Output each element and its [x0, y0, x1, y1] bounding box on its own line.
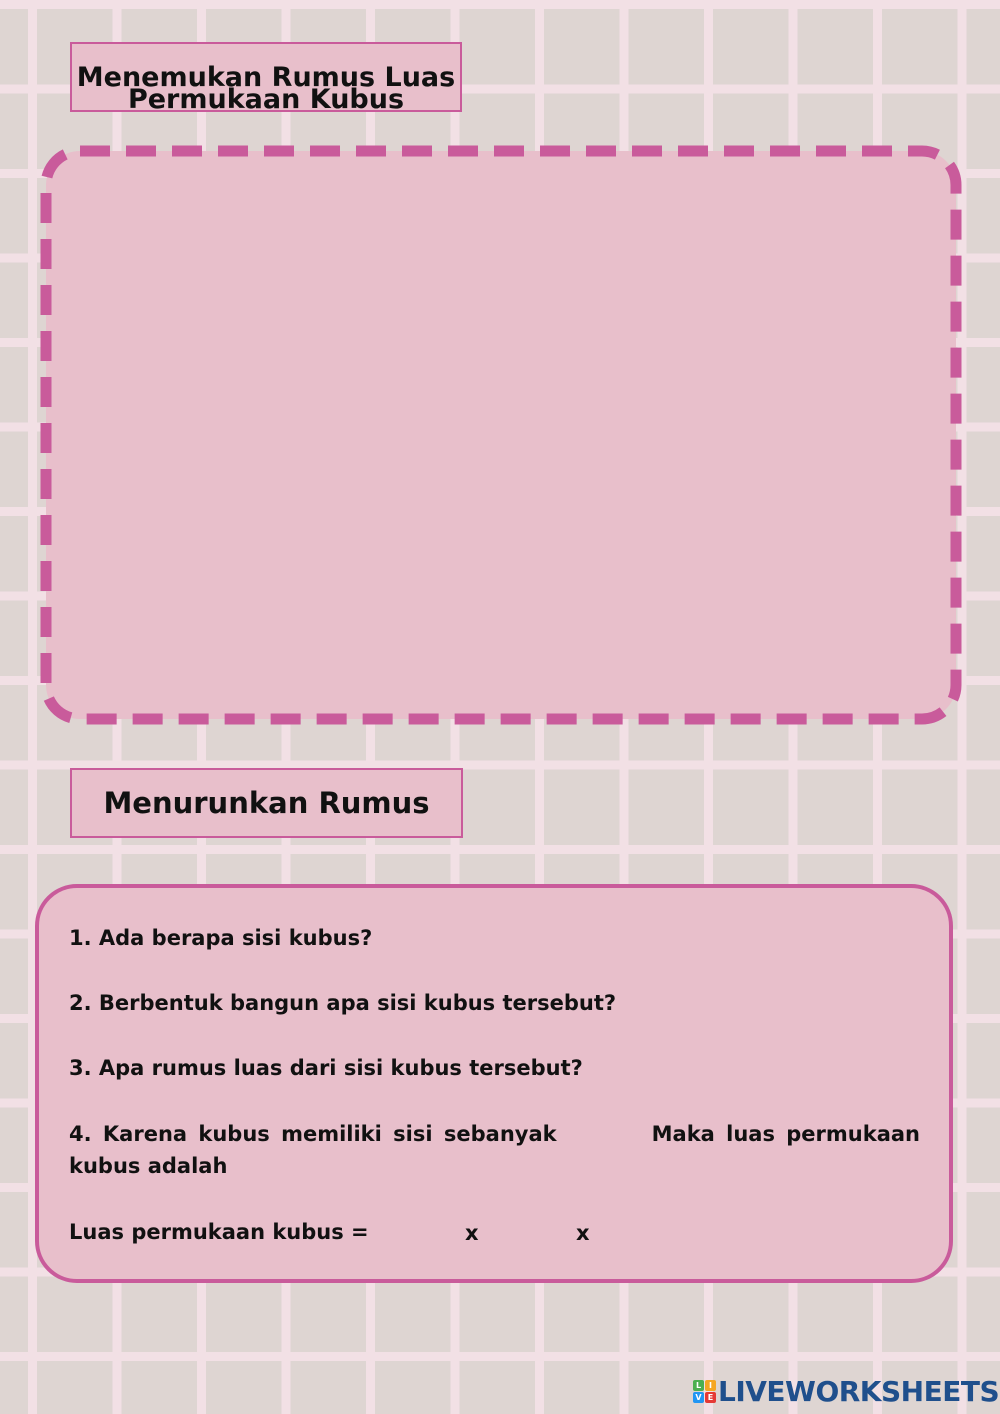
multiply-sign-1: x [465, 1221, 479, 1245]
question-4-line-2: kubus adalah [69, 1154, 228, 1178]
image-drop-area [40, 145, 962, 725]
logo-text: LIVEWORKSHEETS [718, 1374, 1000, 1408]
question-2: 2. Berbentuk bangun apa sisi kubus tersebut? [69, 991, 617, 1015]
formula-label: Luas permukaan kubus = [69, 1220, 369, 1244]
questions-panel [35, 884, 953, 1283]
section-heading-text: Menurunkan Rumus [103, 786, 430, 820]
worksheet-title [70, 42, 462, 115]
question-4-left: 4. Karena kubus memiliki sisi sebanyak [69, 1122, 557, 1146]
logo-letter-i: I [705, 1380, 716, 1391]
liveworksheets-logo [693, 1374, 999, 1408]
logo-letter-e: E [705, 1392, 716, 1403]
logo-mark-icon [693, 1380, 716, 1403]
logo-letter-v: V [693, 1392, 704, 1403]
logo-letter-l: L [693, 1380, 704, 1391]
section-heading [70, 768, 463, 838]
question-3: 3. Apa rumus luas dari sisi kubus tersebut? [69, 1056, 583, 1080]
question-4-right: Maka luas permukaan [651, 1122, 920, 1146]
title-line-1: Menemukan Rumus Luas [76, 61, 456, 93]
title-line-2: Permukaan Kubus [127, 84, 405, 115]
question-1: 1. Ada berapa sisi kubus? [69, 926, 373, 950]
multiply-sign-2: x [576, 1221, 590, 1245]
